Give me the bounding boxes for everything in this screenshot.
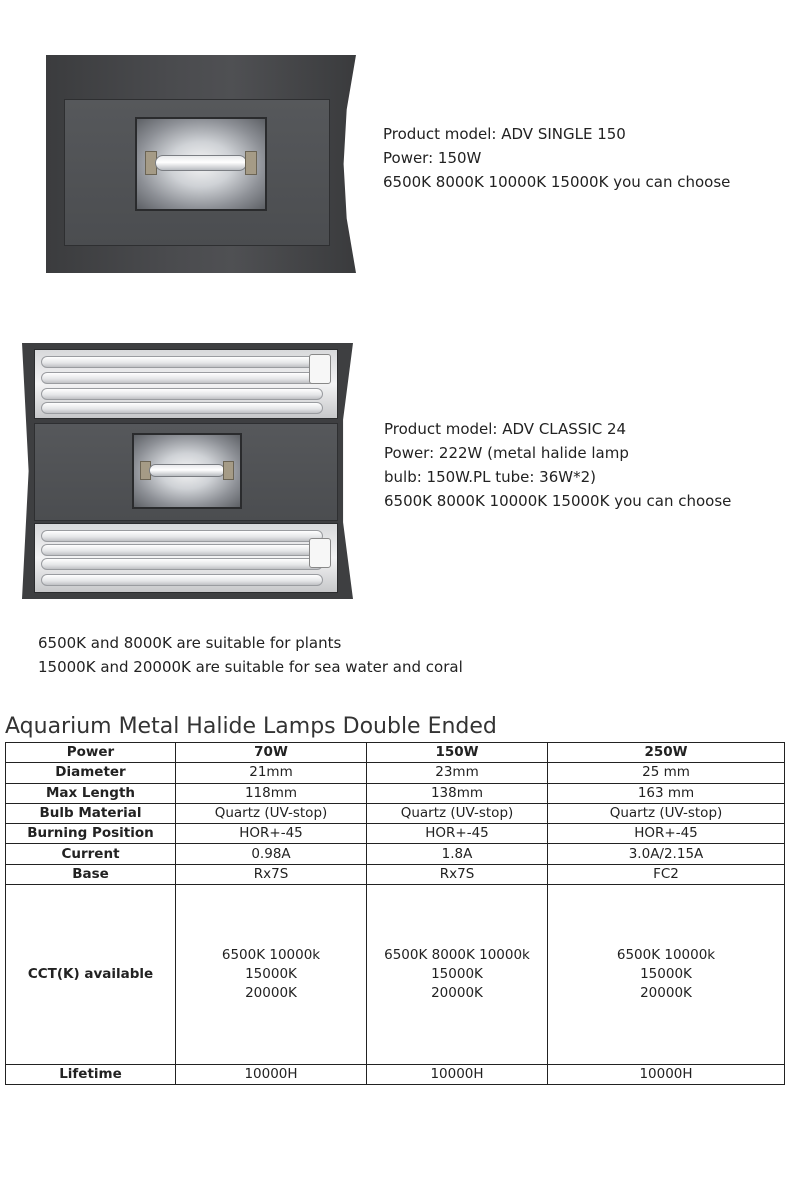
table-row-cct (6, 885, 785, 1065)
row-label-bulb-material: Bulb Material (6, 803, 176, 823)
table-cell: 1.8A (367, 844, 548, 864)
reflector-icon (135, 117, 267, 211)
product-image-adv-single-150 (46, 55, 356, 273)
table-cell-cct-150w (367, 885, 548, 1065)
cct-value: 20000K (245, 985, 297, 1002)
cct-value: 6500K 10000k (616, 947, 716, 964)
table-cell: HOR+-45 (176, 824, 367, 844)
table-cell: 3.0A/2.15A (548, 844, 785, 864)
table-cell: HOR+-45 (548, 824, 785, 844)
table-cell: 10000H (548, 1065, 785, 1085)
product-1-color-temps: 6500K 8000K 10000K 15000K you can choose (383, 173, 731, 191)
product-description-2 (384, 417, 731, 513)
table-cell: Quartz (UV-stop) (176, 803, 367, 823)
product-2-bulb-detail: bulb: 150W.PL tube: 36W*2) (384, 468, 596, 486)
cct-value: 20000K (640, 985, 692, 1002)
table-cell: FC2 (548, 864, 785, 884)
row-label-diameter: Diameter (6, 763, 176, 783)
row-label-power: Power (6, 743, 176, 763)
suitability-note (38, 631, 463, 679)
note-line-coral: 15000K and 20000K are suitable for sea water and coral (38, 658, 463, 676)
table-cell: 0.98A (176, 844, 367, 864)
table-cell-cct-250w (548, 885, 785, 1065)
row-label-burning-position: Burning Position (6, 824, 176, 844)
table-row (6, 844, 785, 864)
row-label-base: Base (6, 864, 176, 884)
table-cell: Quartz (UV-stop) (367, 803, 548, 823)
table-cell: 21mm (176, 763, 367, 783)
row-label-cct: CCT(K) available (6, 885, 176, 1065)
product-description-1 (383, 122, 730, 194)
note-line-plants: 6500K and 8000K are suitable for plants (38, 634, 342, 652)
table-row (6, 763, 785, 783)
table-cell: HOR+-45 (367, 824, 548, 844)
product-1-power: Power: 150W (383, 149, 482, 167)
product-2-model: Product model: ADV CLASSIC 24 (384, 420, 627, 438)
cct-value: 6500K 10000k (221, 947, 321, 964)
cct-value: 15000K (245, 966, 297, 983)
col-header-150w: 150W (367, 743, 548, 763)
table-cell: Quartz (UV-stop) (548, 803, 785, 823)
table-title: Aquarium Metal Halide Lamps Double Ended (5, 714, 497, 739)
cct-value: 15000K (431, 966, 483, 983)
table-cell: Rx7S (176, 864, 367, 884)
table-cell: 10000H (176, 1065, 367, 1085)
reflector-icon (132, 433, 242, 509)
table-cell: 25 mm (548, 763, 785, 783)
table-cell: 118mm (176, 783, 367, 803)
cct-value: 6500K 8000K 10000k (384, 947, 530, 964)
product-2-power: Power: 222W (metal halide lamp (384, 444, 629, 462)
table-cell: 10000H (367, 1065, 548, 1085)
spec-table (5, 742, 785, 1085)
table-row (6, 803, 785, 823)
table-cell: 138mm (367, 783, 548, 803)
table-cell: Rx7S (367, 864, 548, 884)
product-1-model: Product model: ADV SINGLE 150 (383, 125, 626, 143)
row-label-max-length: Max Length (6, 783, 176, 803)
table-row (6, 824, 785, 844)
row-label-current: Current (6, 844, 176, 864)
col-header-250w: 250W (548, 743, 785, 763)
cct-value: 20000K (431, 985, 483, 1002)
table-row (6, 783, 785, 803)
product-2-color-temps: 6500K 8000K 10000K 15000K you can choose (384, 492, 732, 510)
table-header-row (6, 743, 785, 763)
col-header-70w: 70W (176, 743, 367, 763)
table-cell: 23mm (367, 763, 548, 783)
table-cell: 163 mm (548, 783, 785, 803)
product-image-adv-classic-24 (22, 343, 353, 599)
table-row (6, 1065, 785, 1085)
row-label-lifetime: Lifetime (6, 1065, 176, 1085)
cct-value: 15000K (640, 966, 692, 983)
table-row (6, 864, 785, 884)
table-cell-cct-70w (176, 885, 367, 1065)
